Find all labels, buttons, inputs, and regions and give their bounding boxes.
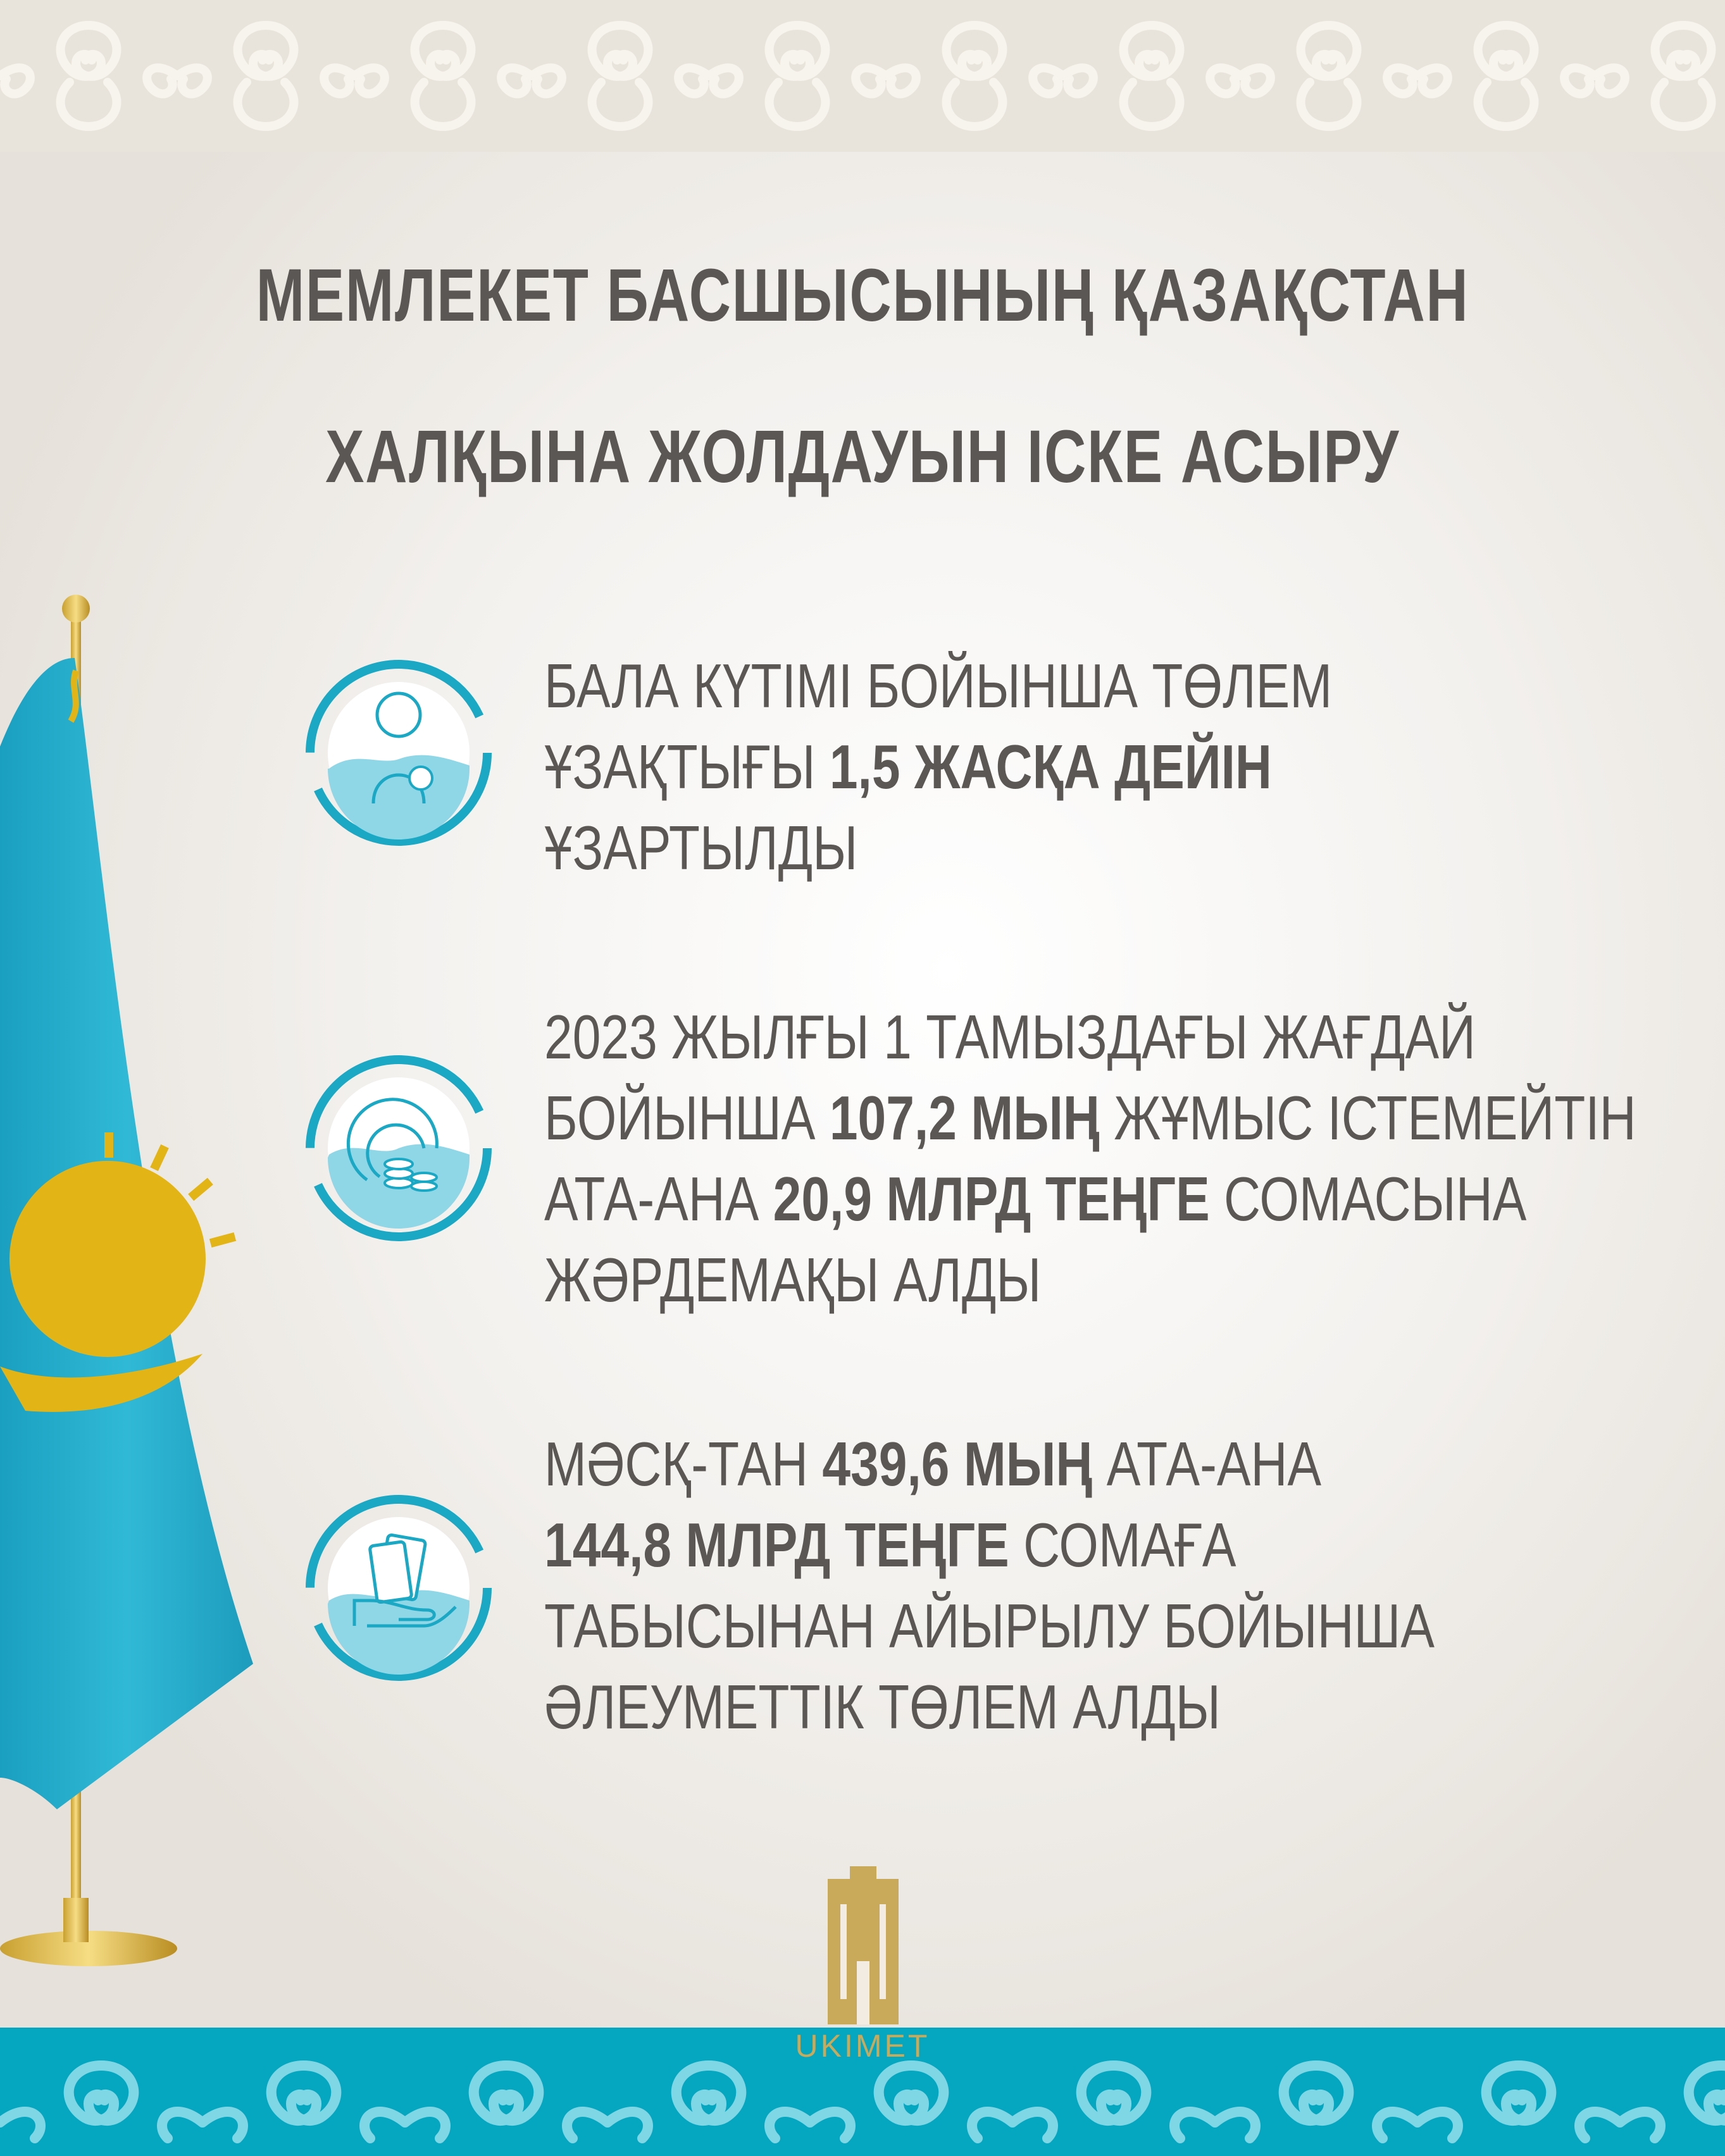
info-text-line [544,1504,1435,1585]
info-text-line [544,645,1332,726]
info-text-line [544,1077,1636,1158]
info-text-2 [544,996,1636,1320]
kazakhstan-flag [0,588,278,1967]
hand-money-icon [304,1493,494,1683]
text-segment: АТА-АНА [544,1164,773,1234]
text-segment: МӘСҚ-ТАН [544,1429,823,1499]
text-segment: ӘЛЕУМЕТТІК ТӨЛЕМ АЛДЫ [544,1672,1221,1742]
title-line-1: МЕМЛЕКЕТ БАСШЫСЫНЫҢ ҚАЗАҚСТАН [256,254,1469,337]
highlight-text: 107,2 МЫҢ [829,1083,1100,1153]
flag-icon [0,588,278,1967]
info-text-1 [544,645,1332,888]
info-text-line [544,726,1332,807]
highlight-text: 144,8 МЛРД ТЕҢГЕ [544,1510,1009,1580]
info-text-line [544,1423,1435,1504]
text-segment: ҰЗАРТЫЛДЫ [544,813,858,883]
text-segment: СОМАҒА [1009,1510,1236,1580]
info-text-line [544,807,1332,888]
text-segment: ҰЗАҚТЫҒЫ [544,732,830,802]
text-segment: АТА-АНА [1092,1429,1322,1499]
info-text-line [544,1158,1636,1239]
ornament-pattern-top [0,0,1725,152]
text-segment: 2023 ЖЫЛҒЫ 1 ТАМЫЗДАҒЫ ЖАҒДАЙ [544,1002,1476,1072]
text-segment: СОМАСЫНА [1209,1164,1527,1234]
title-line-2: ХАЛҚЫНА ЖОЛДАУЫН ІСКЕ АСЫРУ [325,415,1400,499]
top-ornament-band [0,0,1725,152]
mother-child-icon [304,658,494,848]
info-text-line [544,1239,1636,1320]
info-text-line [544,1666,1435,1747]
info-text-3 [544,1423,1435,1747]
text-segment: БАЛА КҮТІМІ БОЙЫНША ТӨЛЕМ [544,651,1333,721]
text-segment: ЖҰМЫС ІСТЕМЕЙТІН [1099,1083,1636,1153]
text-segment: ЖӘРДЕМАҚЫ АЛДЫ [544,1245,1042,1315]
ukimet-logo-text: UKIMET [795,2028,930,2064]
text-segment: ТАБЫСЫНАН АЙЫРЫЛУ БОЙЫНША [544,1591,1435,1661]
coins-icon [304,1053,494,1243]
page-title [190,215,1535,538]
highlight-text: 1,5 ЖАСҚА ДЕЙІН [829,732,1272,802]
info-text-line [544,996,1636,1077]
highlight-text: 439,6 МЫҢ [822,1429,1093,1499]
highlight-text: 20,9 МЛРД ТЕҢГЕ [773,1164,1210,1234]
info-text-line [544,1585,1435,1666]
text-segment: БОЙЫНША [544,1083,830,1153]
